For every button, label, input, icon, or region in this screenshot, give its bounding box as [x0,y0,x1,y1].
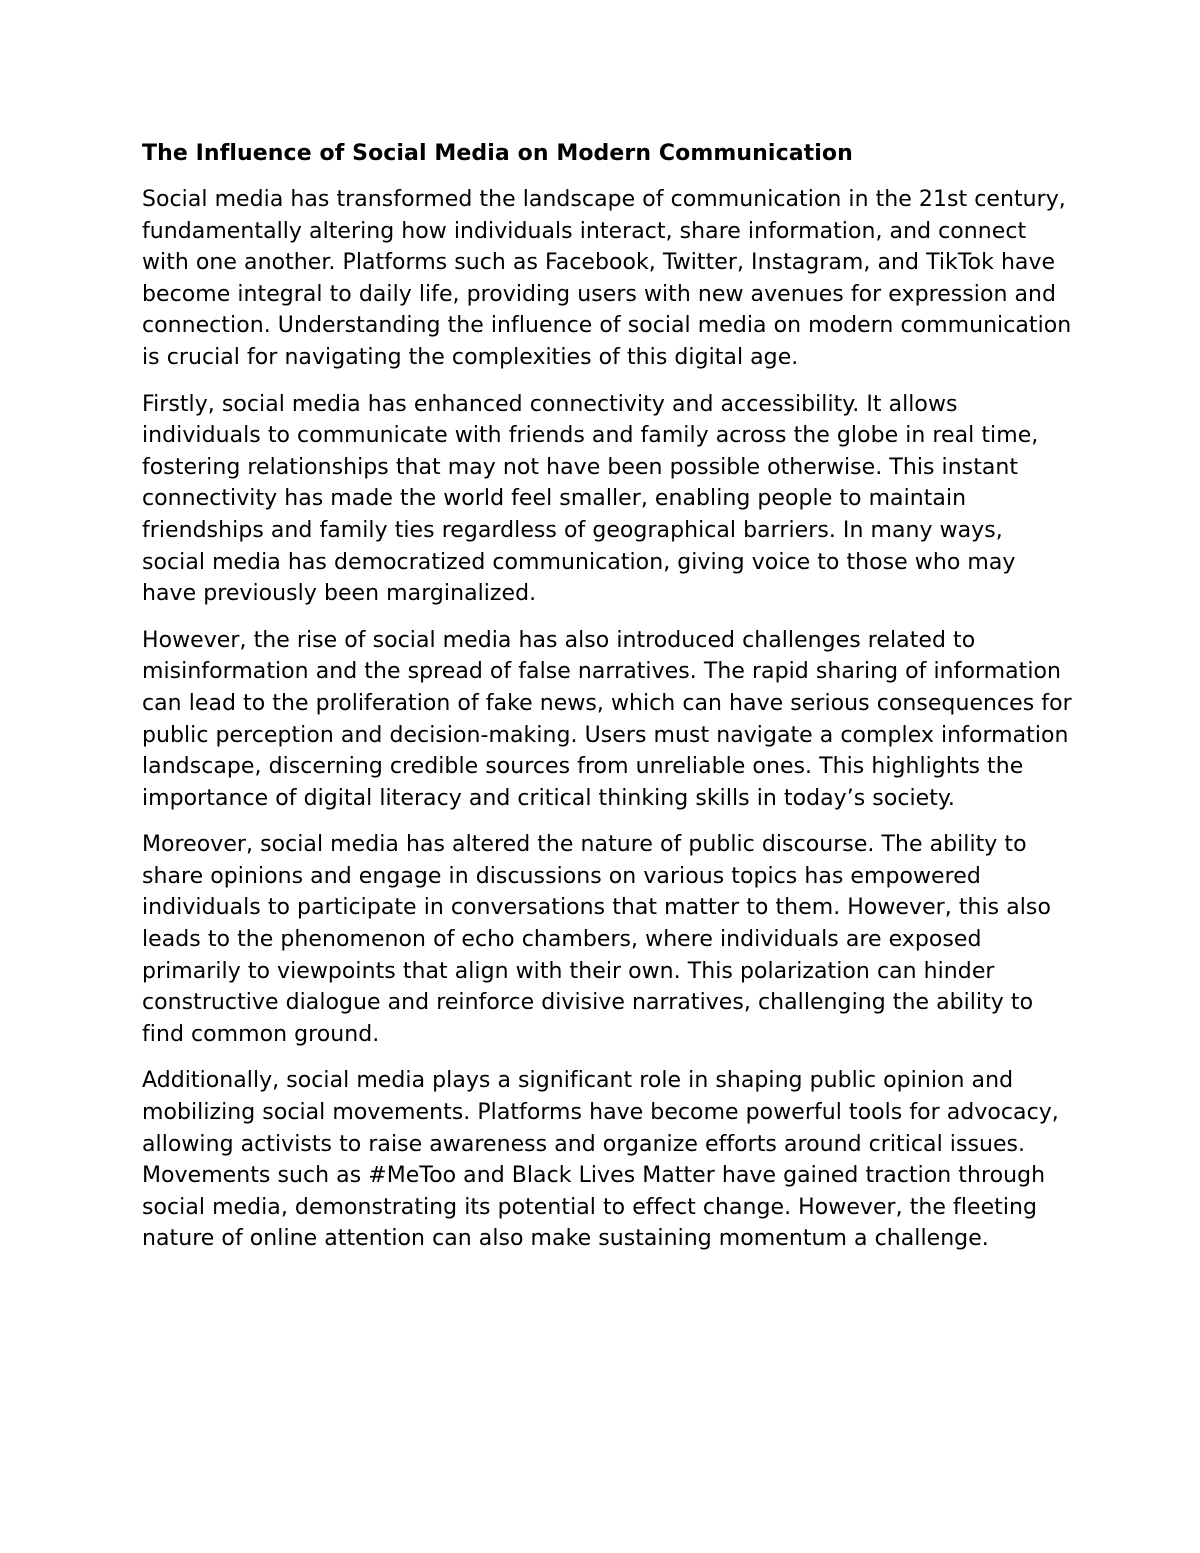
paragraph-connectivity: Firstly, social media has enhanced connectivity and accessibility. It allows individuals to communicate with friends and family across the globe in real time, fostering relationships that may not have been possible otherwise. This instant connectivity has made the world feel smaller, enabling people to maintain friendships and family ties regardless of geographical barriers. In many ways, social media has democratized communication, giving voice to those who may have previously been marginalized. [142,391,1039,607]
document-body [142,138,1072,1270]
paragraph-introduction: Social media has transformed the landscape of communication in the 21st century, fundamentally altering how individuals interact, share information, and connect with one another. Platforms such as Facebook, Twitter, Instagram, and TikTok have become integral to daily life, providing users with new avenues for expression and connection. Understanding the influence of social media on modern communication is crucial for navigating the complexities of this digital age. [142,187,1072,370]
document-title: The Influence of Social Media on Modern Communication [142,141,853,166]
paragraph-misinformation: However, the rise of social media has also introduced challenges related to misinformation and the spread of false narratives. The rapid sharing of information can lead to the proliferation of fake news, which can have serious consequences for public perception and decision-making. Users must navigate a complex information landscape, discerning credible sources from unreliable ones. This highlights the importance of digital literacy and critical thinking skills in today’s society. [142,627,1072,811]
paragraph-social-movements: Additionally, social media plays a significant role in shaping public opinion and mobilizing social movements. Platforms have become powerful tools for advocacy, allowing activists to raise awareness and organize efforts around critical issues. Movements such as #MeToo and Black Lives Matter have gained traction through social media, demonstrating its potential to effect change. However, the fleeting nature of online attention can also make sustaining momentum a challenge. [142,1068,1059,1252]
paragraph-public-discourse: Moreover, social media has altered the nature of public discourse. The ability to share opinions and engage in discussions on various topics has empowered individuals to participate in conversations that matter to them. However, this also leads to the phenomenon of echo chambers, where individuals are exposed primarily to viewpoints that align with their own. This polarization can hinder constructive dialogue and reinforce divisive narratives, challenging the ability to find common ground. [142,832,1051,1047]
